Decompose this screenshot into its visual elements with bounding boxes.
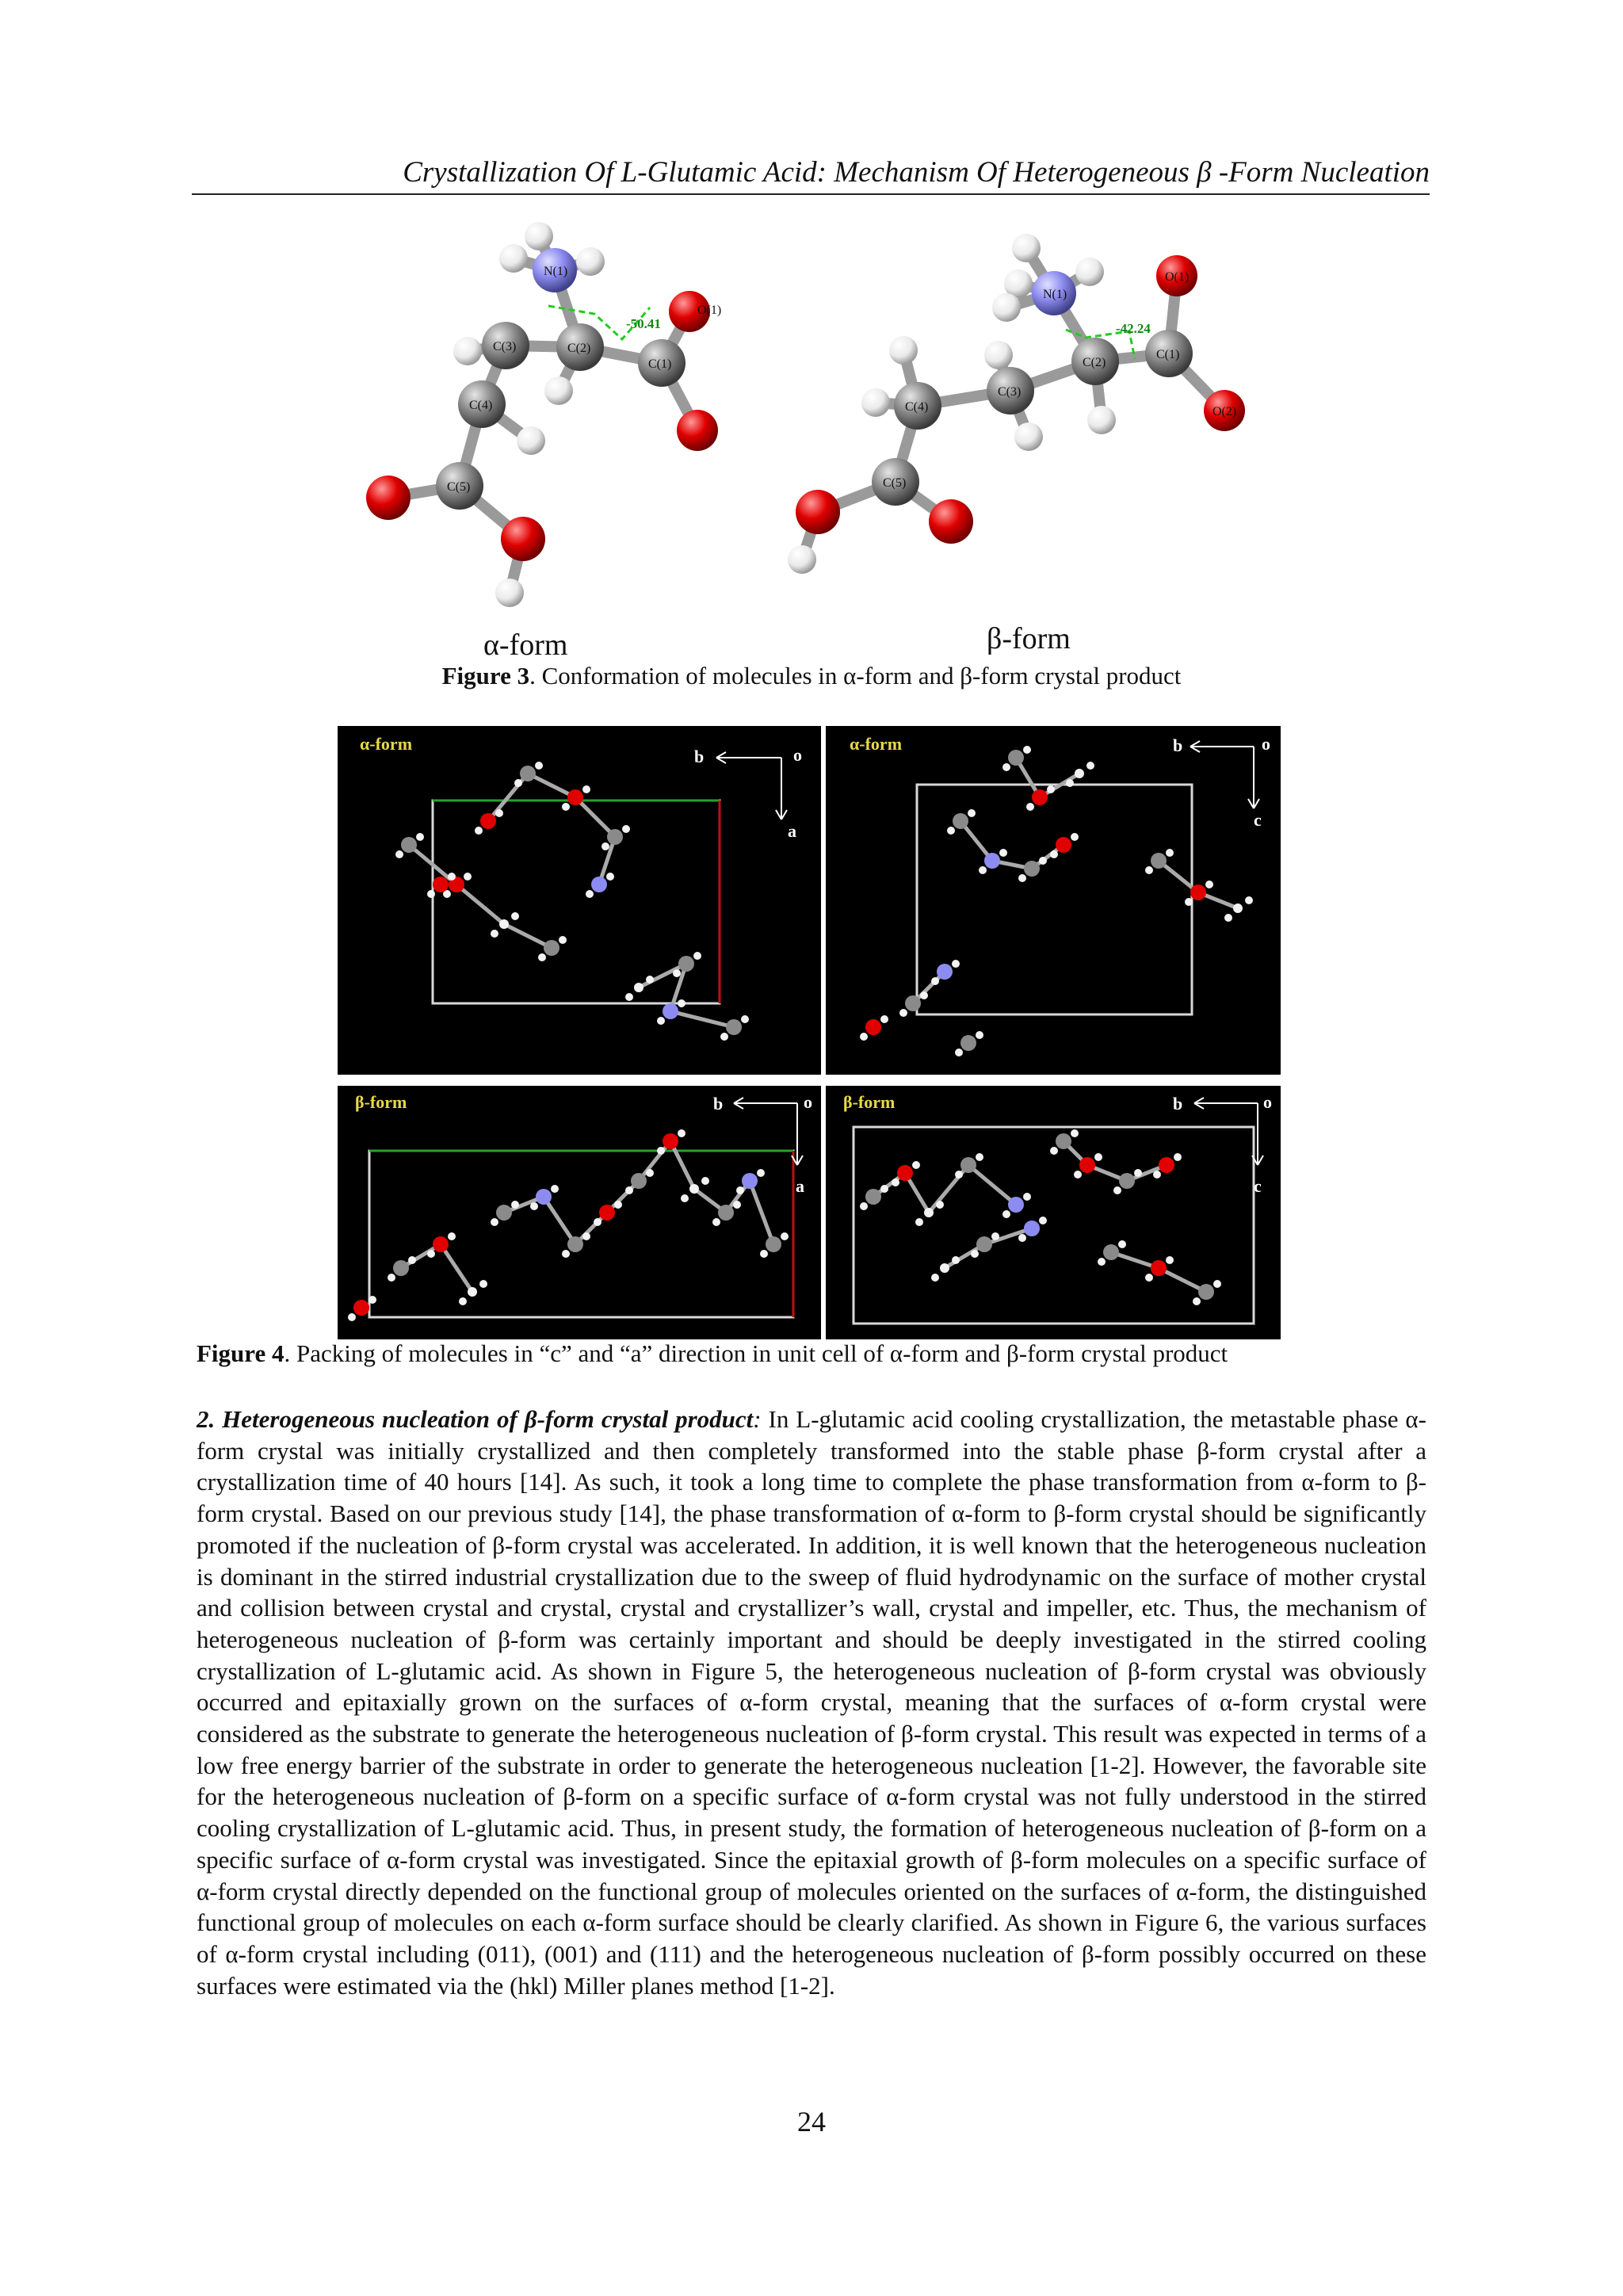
atom-sphere bbox=[353, 1300, 369, 1316]
axis-label-a: a bbox=[796, 1176, 804, 1196]
axis-label-b: b bbox=[1173, 1094, 1183, 1114]
atom-label: N(1) bbox=[544, 265, 568, 278]
section-paragraph bbox=[197, 1404, 1426, 2001]
atom-label: N(1) bbox=[1043, 288, 1067, 301]
axis-label-b: b bbox=[694, 747, 705, 766]
axis-origin: o bbox=[793, 745, 802, 765]
alpha-form-molecule bbox=[366, 222, 721, 662]
axis-label-c: c bbox=[1254, 1176, 1262, 1196]
atom-label: C(4) bbox=[469, 399, 493, 412]
atom-sphere bbox=[1103, 1244, 1119, 1260]
atom-sphere bbox=[1151, 1260, 1167, 1276]
atom-sphere bbox=[766, 1236, 781, 1252]
atom-sphere bbox=[865, 1189, 881, 1205]
atom-sphere bbox=[726, 1019, 742, 1035]
atom-sphere bbox=[897, 1165, 913, 1181]
packing-panel-alpha-a bbox=[338, 726, 821, 1075]
atom-sphere bbox=[663, 1133, 678, 1149]
atom-sphere bbox=[1151, 853, 1167, 869]
atom-sphere bbox=[1056, 837, 1071, 853]
atom-sphere bbox=[718, 1205, 734, 1221]
atom-sphere bbox=[536, 1189, 552, 1205]
section-body-text: In L-glutamic acid cooling crystallization, the metastable phase α-form crystal was initially crystallized and then completely transformed into the stable phase β-form crystal after a crystallization time of 40 hours [14]. As such, it took a long time to complete the phase transformation from α-form to β-form crystal. Based on our previous study [14], the phase transformation of α-form to β-form crystal should be significantly promoted if the nucleation of β-form crystal was accelerated. In addition, it is well known that the heterogeneous nucleation is dominant in the stirred industrial crystallization due to the sweep of fluid hydrodynamic on the surface of mother crystal and collision between crystal and crystal, crystal and crystallizer’s wall, crystal and impeller, etc. Thus, the mechanism of heterogeneous nucleation of β-form was certainly important and should be deeply investigated in the stirred cooling crystallization of L-glutamic acid. As shown in Figure 5, the heterogeneous nucleation of β-form crystal was obviously occurred and epitaxially grown on the surfaces of α-form crystal, meaning that the surfaces of α-form crystal were considered as the substrate to generate the heterogeneous nucleation of β-form crystal. This result was expected in terms of a low free energy barrier of the substrate in order to generate the heterogeneous nucleation [1-2]. However, the favorable site for the heterogeneous nucleation of β-form on a specific surface of α-form crystal was not fully understood in the stirred cooling crystallization of L-glutamic acid. Thus, in present study, the formation of heterogeneous nucleation of β-form on a specific surface of α-form crystal was investigated. Since the epitaxial growth of β-form molecules on a specific surface of α-form crystal directly depended on the functional group of molecules oriented on the surfaces of α-form, the distinguished functional group of molecules on each α-form surface should be clearly clarified. As shown in Figure 6, the various surfaces of α-form crystal including (011), (001) and (111) and the heterogeneous nucleation of β-form possibly occurred on these surfaces were estimated via the (hkl) Miller planes method [1-2]. bbox=[197, 1405, 1426, 2000]
atom-sphere bbox=[468, 1287, 477, 1297]
axis-label-c: c bbox=[1254, 810, 1262, 830]
atom-sphere bbox=[591, 877, 607, 892]
atom-label: C(1) bbox=[648, 357, 672, 371]
atom-label: C(2) bbox=[567, 342, 591, 355]
packing-panel-alpha-c bbox=[826, 726, 1281, 1075]
atom-label: C(4) bbox=[905, 400, 929, 414]
atom-sphere bbox=[742, 1173, 758, 1189]
atom-sphere bbox=[1233, 904, 1243, 913]
atom-sphere bbox=[1024, 1221, 1040, 1236]
atom-sphere bbox=[1190, 884, 1206, 900]
atom-sphere bbox=[960, 1157, 976, 1173]
atom-sphere bbox=[520, 766, 536, 781]
axis-label-b: b bbox=[713, 1094, 724, 1114]
atom-label: O(1) bbox=[1165, 270, 1190, 284]
atom-sphere bbox=[1075, 769, 1084, 778]
atom-sphere bbox=[433, 1236, 449, 1252]
panel-label: α-form bbox=[360, 734, 413, 754]
atom-label: O(2) bbox=[1212, 405, 1237, 418]
section-heading: 2. Heterogeneous nucleation of β-form crystal product bbox=[197, 1405, 754, 1433]
atom-sphere bbox=[937, 964, 953, 980]
atom-sphere bbox=[1079, 1157, 1095, 1173]
packing-panel-beta-a bbox=[338, 1086, 821, 1339]
atom-sphere bbox=[567, 789, 583, 805]
atom-sphere bbox=[1056, 1133, 1071, 1149]
atom-label: C(5) bbox=[447, 480, 471, 494]
panel-label: α-form bbox=[850, 734, 903, 754]
atom-sphere bbox=[905, 995, 921, 1011]
axis-origin: o bbox=[1263, 1092, 1272, 1112]
beta-form-label: β-form bbox=[987, 622, 1071, 655]
panel-label: β-form bbox=[843, 1092, 896, 1112]
axis-origin: o bbox=[1262, 734, 1270, 754]
atom-sphere bbox=[940, 1263, 949, 1273]
axis-label-b: b bbox=[1173, 735, 1183, 755]
atom-sphere bbox=[631, 1173, 647, 1189]
atom-label: C(3) bbox=[493, 340, 517, 353]
packing-panel-beta-c bbox=[826, 1086, 1281, 1339]
torsion-angle-label: -42.24 bbox=[1116, 321, 1151, 336]
figure-3-caption: Figure 3. Conformation of molecules in α-form and β-form crystal product bbox=[441, 662, 1182, 690]
panel-label: β-form bbox=[355, 1092, 407, 1112]
figure-4-caption: Figure 4. Packing of molecules in “c” and “a” direction in unit cell of α-form and β-form crystal product bbox=[197, 1339, 1228, 1367]
atom-sphere bbox=[953, 813, 968, 829]
atom-sphere bbox=[663, 1003, 678, 1019]
atom-sphere bbox=[599, 1205, 615, 1221]
page-number: 24 bbox=[797, 2106, 826, 2137]
torsion-angle-label: -50.41 bbox=[626, 316, 661, 331]
running-head: Crystallization Of L-Glutamic Acid: Mechanism Of Heterogeneous β -Form Nucleation bbox=[192, 152, 1430, 195]
atom-sphere bbox=[1024, 861, 1040, 877]
atom-sphere bbox=[865, 1019, 881, 1035]
atom-sphere bbox=[401, 837, 417, 853]
atom-label: C(3) bbox=[998, 385, 1022, 399]
atom-sphere bbox=[393, 1260, 409, 1276]
axis-origin: o bbox=[804, 1092, 812, 1112]
atom-sphere bbox=[544, 940, 559, 956]
atom-sphere bbox=[499, 919, 509, 929]
atom-sphere bbox=[634, 983, 643, 992]
atom-sphere bbox=[689, 1184, 699, 1194]
atom-sphere bbox=[496, 1205, 512, 1221]
atom-sphere bbox=[1119, 1173, 1135, 1189]
atom-sphere bbox=[984, 853, 1000, 869]
section-heading-colon: : bbox=[753, 1405, 762, 1433]
atom-sphere bbox=[1198, 1284, 1214, 1300]
atom-sphere bbox=[976, 1236, 992, 1252]
atom-sphere bbox=[1008, 1197, 1024, 1213]
atom-sphere bbox=[607, 829, 623, 845]
atom-sphere bbox=[567, 1236, 583, 1252]
atom-label: C(1) bbox=[1156, 348, 1180, 361]
atom-sphere bbox=[1032, 789, 1048, 805]
atom-sphere bbox=[433, 877, 449, 892]
atom-sphere bbox=[960, 1035, 976, 1051]
atom-label: C(2) bbox=[1083, 356, 1106, 369]
beta-form-molecule bbox=[788, 234, 1245, 655]
alpha-form-label: α-form bbox=[483, 628, 568, 662]
atom-sphere bbox=[924, 1208, 934, 1217]
atom-label: O(1) bbox=[697, 304, 722, 317]
figure-3-image bbox=[349, 212, 1284, 664]
atom-sphere bbox=[480, 813, 496, 829]
axis-label-a: a bbox=[788, 821, 796, 841]
atom-sphere bbox=[678, 956, 694, 972]
atom-sphere bbox=[1159, 1157, 1174, 1173]
atom-sphere bbox=[1008, 750, 1024, 766]
atom-label: C(5) bbox=[883, 476, 907, 490]
